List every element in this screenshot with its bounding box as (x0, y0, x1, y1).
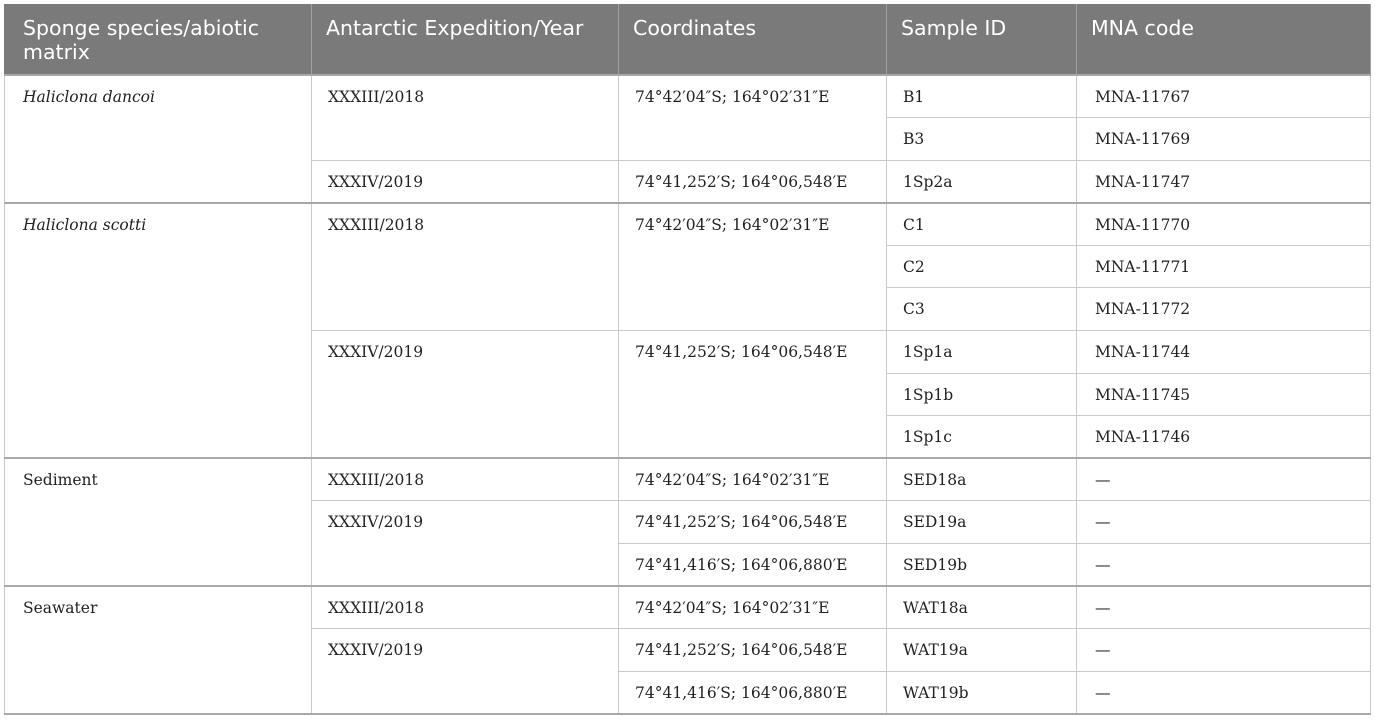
coordinates-cell: 74°41,252′S; 164°06,548′E (619, 160, 887, 203)
mna-code-cell: — (1077, 671, 1371, 714)
sample-id-cell: WAT19b (887, 671, 1077, 714)
mna-code-cell: MNA-11770 (1077, 203, 1371, 246)
header-mna-code: MNA code (1077, 4, 1371, 75)
mna-code-cell: MNA-11769 (1077, 118, 1371, 161)
mna-code-cell: — (1077, 544, 1371, 587)
mna-code-cell: — (1077, 458, 1371, 501)
sample-id-cell: SED19a (887, 501, 1077, 544)
species-cell: Seawater (5, 586, 312, 714)
sample-id-cell: 1Sp2a (887, 160, 1077, 203)
sample-id-cell: SED18a (887, 458, 1077, 501)
coordinates-cell: 74°41,252′S; 164°06,548′E (619, 331, 887, 459)
header-expedition: Antarctic Expedition/Year (312, 4, 619, 75)
sample-id-cell: 1Sp1c (887, 416, 1077, 459)
expedition-cell: XXXIV/2019 (312, 160, 619, 203)
coordinates-cell: 74°41,416′S; 164°06,880′E (619, 544, 887, 587)
expedition-cell: XXXIII/2018 (312, 203, 619, 331)
coordinates-cell: 74°42′04″S; 164°02′31″E (619, 203, 887, 331)
mna-code-cell: — (1077, 501, 1371, 544)
mna-code-cell: MNA-11746 (1077, 416, 1371, 459)
expedition-cell: XXXIII/2018 (312, 586, 619, 629)
expedition-cell: XXXIV/2019 (312, 501, 619, 586)
samples-table (4, 4, 1371, 715)
coordinates-cell: 74°41,252′S; 164°06,548′E (619, 629, 887, 672)
sample-id-cell: 1Sp1b (887, 373, 1077, 416)
expedition-cell: XXXIII/2018 (312, 458, 619, 501)
mna-code-cell: MNA-11744 (1077, 331, 1371, 374)
mna-code-cell: — (1077, 629, 1371, 672)
mna-code-cell: MNA-11771 (1077, 245, 1371, 288)
header-species: Sponge species/abiotic matrix (5, 4, 312, 75)
table-row (5, 203, 1371, 246)
header-sample-id: Sample ID (887, 4, 1077, 75)
sample-id-cell: C3 (887, 288, 1077, 331)
sample-id-cell: WAT19a (887, 629, 1077, 672)
sample-id-cell: SED19b (887, 544, 1077, 587)
sample-id-cell: C1 (887, 203, 1077, 246)
mna-code-cell: MNA-11772 (1077, 288, 1371, 331)
mna-code-cell: MNA-11745 (1077, 373, 1371, 416)
coordinates-cell: 74°42′04″S; 164°02′31″E (619, 586, 887, 629)
table-row (5, 75, 1371, 118)
expedition-cell: XXXIV/2019 (312, 629, 619, 714)
sample-id-cell: B3 (887, 118, 1077, 161)
sample-id-cell: C2 (887, 245, 1077, 288)
sample-id-cell: 1Sp1a (887, 331, 1077, 374)
species-cell: Haliclona dancoi (5, 75, 312, 203)
species-cell: Sediment (5, 458, 312, 586)
sample-id-cell: B1 (887, 75, 1077, 118)
coordinates-cell: 74°41,252′S; 164°06,548′E (619, 501, 887, 544)
coordinates-cell: 74°42′04″S; 164°02′31″E (619, 75, 887, 160)
coordinates-cell: 74°41,416′S; 164°06,880′E (619, 671, 887, 714)
coordinates-cell: 74°42′04″S; 164°02′31″E (619, 458, 887, 501)
table-row (5, 586, 1371, 629)
mna-code-cell: MNA-11747 (1077, 160, 1371, 203)
mna-code-cell: — (1077, 586, 1371, 629)
expedition-cell: XXXIV/2019 (312, 331, 619, 459)
header-coordinates: Coordinates (619, 4, 887, 75)
expedition-cell: XXXIII/2018 (312, 75, 619, 160)
table-row (5, 458, 1371, 501)
mna-code-cell: MNA-11767 (1077, 75, 1371, 118)
sample-id-cell: WAT18a (887, 586, 1077, 629)
header-row (5, 4, 1371, 75)
species-cell: Haliclona scotti (5, 203, 312, 459)
